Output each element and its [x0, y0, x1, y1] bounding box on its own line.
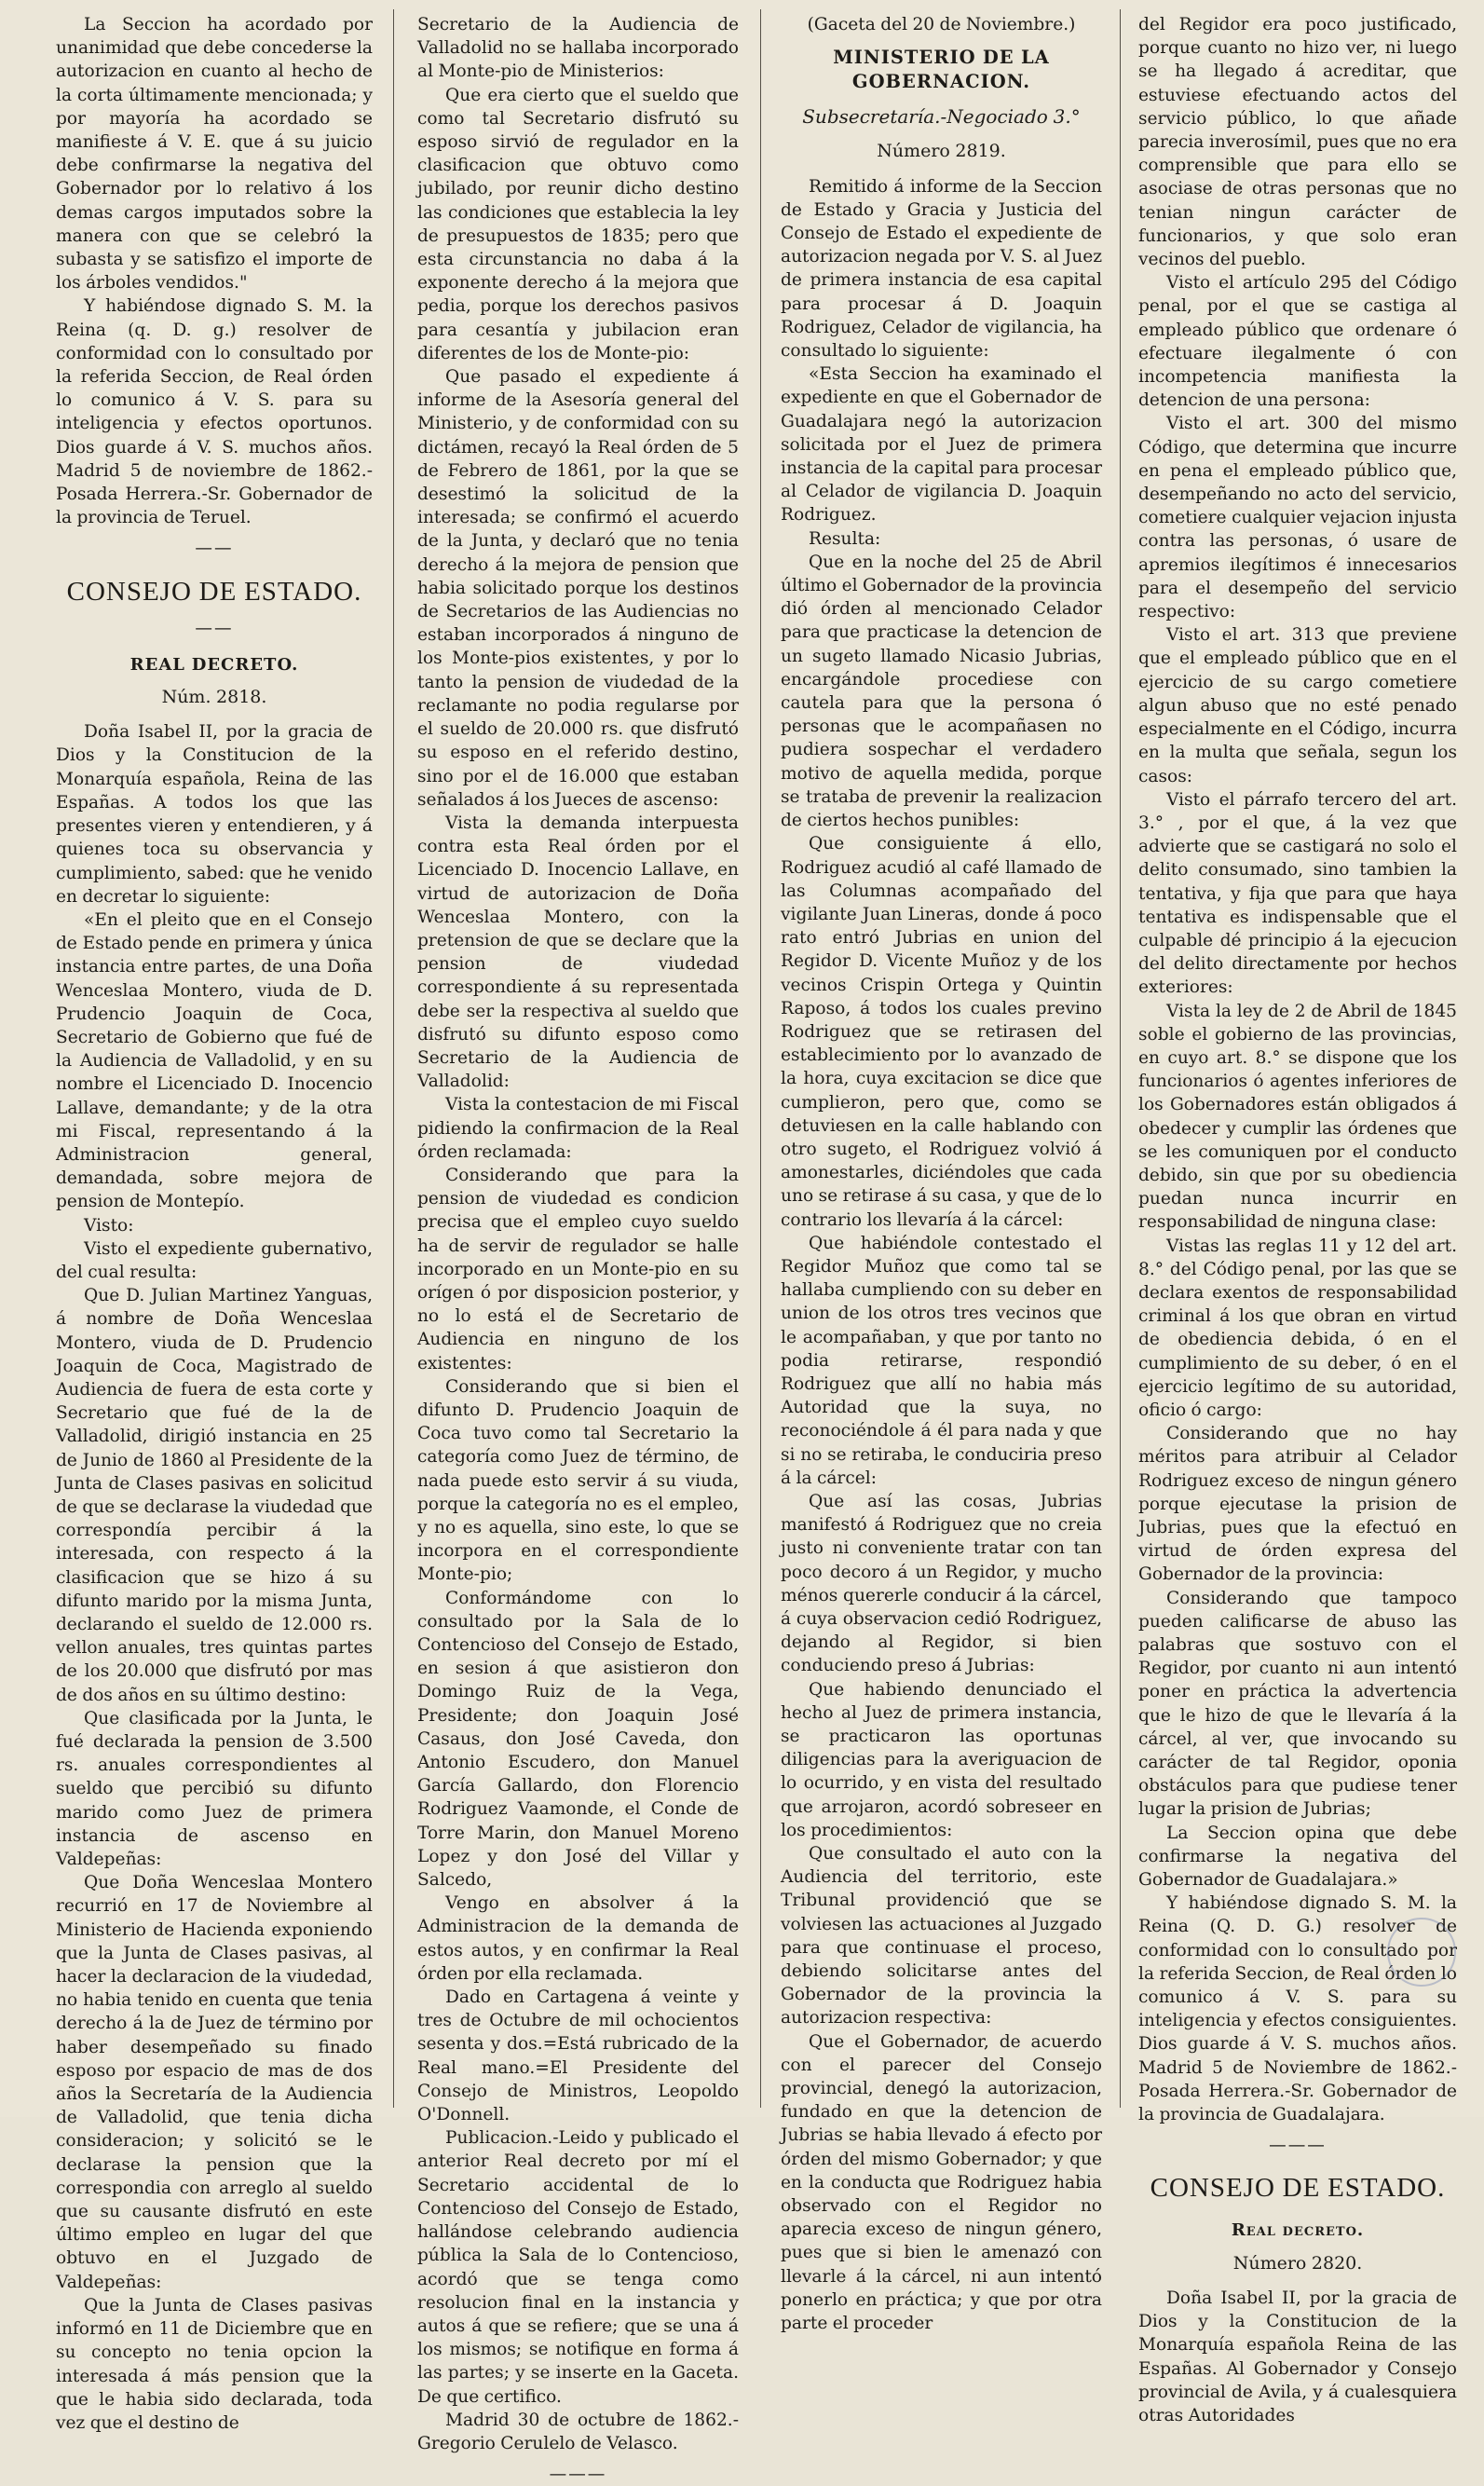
paragraph: Que consiguiente á ello, Rodriguez acudió al café llamado de las Columnas acompañado del vigilante Juan Lineras, donde á poco rato entró Jubrias en union del Regidor D. Vicente Muñoz y de los vecinos Crispin Ortega y Quintin Raposo, á todos los cuales previno Rodriguez que se retirasen del establecimiento por lo avanzado de la hora, cuya excitacion se dice que cumplieron, pero que, como se detuviesen en la calle hablando con otro sugeto, el Rodriguez volvió á amonestarles, diciéndoles que cada uno se retirase á su casa, y que de lo contrario los llevaría á la cárcel: — [781, 834, 1102, 1230]
paragraph: Que pasado el expediente á informe de la Asesoría general del Ministerio, y de conformidad con su dictámen, recayó la Real órden de 5 de Febrero de 1861, por la que se desestimó la solicitud de la interesada; se confirmó el acuerdo de la Junta, y declaró que no tenia derecho á la mejora de pension que habia solicitado porque los destinos de Secretarios de las Audiencias no estaban incorporados á ninguno de los Monte-pios existentes, y por lo tanto la pension de viudedad de la reclamante no podia regularse por el sueldo de 20.000 rs. que disfrutó su esposo en el referido destino, sino por el de 16.000 que estaban señalados á los Jueces de ascenso: — [417, 367, 739, 810]
paragraph: Resulta: — [809, 528, 881, 549]
paragraph: Que el Gobernador, de acuerdo con el parecer del Consejo provincial, denegó la autorizacion, fundado en que la detencion de Jubrias se habia llevado á efecto por órden del mismo Gobernador; y que en la conducta que Rodriguez habia observado con el Regidor no aparecia exceso de ningun género, pues que si bien le amenazó con llevarle á la cárcel, ni aun intentó ponerlo en práctica; y que por otra parte el proceder — [781, 2031, 1102, 2334]
paragraph: Que Doña Wenceslaa Montero recurrió en 17 de Noviembre al Ministerio de Hacienda exponiendo que la Junta de Clases pasivas, al hacer la declaracion de la viudedad, no habia tenido en cuenta que tenia derecho á la de Juez de término por haber desempeñado su finado esposo por espacio de mas de dos años la Secretaría de la Audiencia de Valladolid, que tenia dicha consideracion; y solicitó se le declarase la pension que la correspondia con arreglo al sueldo que su causante disfrutó en este último empleo en lugar del que obtuvo en el Juzgado de Valdepeñas: — [56, 1873, 373, 2292]
column-rule — [393, 9, 394, 2108]
section-title: CONSEJO DE ESTADO. — [66, 576, 362, 607]
library-stamp — [1387, 1918, 1456, 1987]
gazette-date: (Gaceta del 20 de Noviembre.) — [807, 15, 1076, 34]
column-4 — [1138, 13, 1457, 2425]
column-rule — [1120, 9, 1121, 2108]
paragraph: Vista la ley de 2 de Abril de 1845 soble el gobierno de las provincias, en cuyo art. 8.° se dispone que los funcionarios ó agentes inferiores de los Gobernadores están obligados á obedecer y cumplir las órdenes que se les comuniquen por el conducto debido, sin que por su obediencia puedan nunca incurrir en responsabilidad de ninguna clase: — [1138, 1001, 1457, 1233]
paragraph: Considerando que para la pension de viudedad es condicion precisa que el empleo cuyo sueldo ha de servir de regulador se halle incorporado en un Monte-pio en su orígen ó por disposicion posterior, y no lo está el de Secretario de Audiencia en ninguno de los existentes: — [417, 1165, 739, 1373]
paragraph: Que la Junta de Clases pasivas informó en 11 de Diciembre que en su concepto no tenia opcion la interesada á más pension que la que le habia sido declarada, toda vez que el destino de — [56, 2295, 373, 2433]
paragraph: Y habiéndose dignado S. M. la Reina (q. D. g.) resolver de conformidad con lo consultado por la referida Seccion, de Real órden lo comunico á V. S. para su inteligencia y efectos oportunos. Dios guarde á V. S. muchos años. Madrid 5 de noviembre de 1862.-Posada Herrera.-Sr. Gobernador de la provincia de Teruel. — [56, 296, 373, 528]
paragraph: Doña Isabel II, por la gracia de Dios y la Constitucion de la Monarquía española, Reina de las Españas. A todos los que las presentes vieren y entendieren, y á quienes toca su observancia y cumplimiento, sabed: que he venido en decretar lo siguiente: — [56, 722, 373, 907]
order-number: Número 2819. — [877, 141, 1006, 162]
paragraph: Visto el art. 313 que previene que el empleado público que en el ejercicio de su cargo cometiere algun abuso que no esté penado especialmente en el Código, incurra en la multa que señala, segun los casos: — [1138, 625, 1457, 786]
paragraph: Visto el artículo 295 del Código penal, por el que se castiga al empleado público que ordenare ó efectuare ilegalmente ó con incompetencia manifiesta la detencion de una persona: — [1138, 273, 1457, 411]
paragraph: Considerando que tampoco pueden calificarse de abuso las palabras que sostuvo con el Regidor, por cuanto ni aun intentó poner en práctica la advertencia que le hizo de que le llevaría á la cárcel, al ver, que invocando su carácter de tal Regidor, oponia obstáculos para que pudiese tener lugar la prision de Jubrias; — [1138, 1588, 1457, 1820]
paragraph: Considerando que si bien el difunto D. Prudencio Joaquin de Coca tuvo como tal Secretario la categoría como Juez de término, de nada puede esto servir á su viuda, porque la categoría no es el empleo, y no es aquella, sino este, lo que se incorpora en el correspondiente Monte-pio; — [417, 1376, 739, 1585]
decree-heading: Real decreto. — [1231, 2220, 1365, 2241]
paragraph: Que clasificada por la Junta, le fué declarada la pension de 3.500 rs. anuales correspondientes al sueldo que percibió su difunto marido como Juez de primera instancia de ascenso en Valdepeñas: — [56, 1708, 373, 1870]
ministry-title: MINISTERIO DE LA GOBERNACION. — [833, 47, 1050, 93]
signature-line: Madrid 30 de octubre de 1862.-Gregorio Cerulelo de Velasco. — [417, 2410, 739, 2453]
paragraph: Doña Isabel II, por la gracia de Dios y la Constitucion de la Monarquía española Reina de las Españas. Al Gobernador y Consejo provincial de Avila, y á cualesquiera otras Autoridades — [1138, 2288, 1457, 2425]
paragraph: Que habiendo denunciado el hecho al Juez de primera instancia, se practicaron las oportunas diligencias para la averiguacion de lo ocurrido, y en vista del resultado que arrojaron, acordó sobreseer en los procedimientos: — [781, 1679, 1102, 1840]
paragraph: Considerando que no hay méritos para atribuir al Celador Rodriguez exceso de ningun género porque ejecutase la prision de Jubrias, pues que la efectuó en virtud de órden expresa del Gobernador de la provincia: — [1138, 1424, 1457, 1585]
paragraph: Que habiéndole contestado el Regidor Muñoz que como tal se hallaba cumpliendo con su deber en union de los otros tres vecinos que le acompañaban, y que por tanto no podia retirarse, respondió Rodriguez que allí no habia más Autoridad que la suya, no reconociéndole á él para nada y que si no se retiraba, le conduciria preso á la cárcel: — [781, 1233, 1102, 1488]
paragraph: Visto: — [84, 1215, 134, 1236]
column-2 — [417, 13, 739, 2485]
paragraph: Vista la demanda interpuesta contra esta Real órden por el Licenciado D. Inocencio Lallave, en virtud de autorizacion de Doña Wenceslaa Montero, con la pretension de que se declare que la pension de viudedad correspondiente á su representada debe ser la respectiva al sueldo que disfrutó su difunto esposo como Secretario de la Audiencia de Valladolid: — [417, 813, 739, 1092]
column-rule — [760, 9, 761, 2108]
paragraph: Que así las cosas, Jubrias manifestó á Rodriguez que no creia justo ni conveniente tratar con tan poco decoro á un Regidor, y mucho ménos quererle conducir á la cárcel, á cuya observacion cedió Rodriguez, dejando al Regidor, si bien conduciendo preso á Jubrias: — [781, 1491, 1102, 1676]
paragraph: Visto el art. 300 del mismo Código, que determina que incurre en pena el empleado público que, desempeñando no acto del servicio, cometiere cualquier vejacion injusta contra las personas, ó usare de apremios ilegítimos é innecesarios para el desempeño del servicio respectivo: — [1138, 414, 1457, 622]
paragraph: Vengo en absolver á la Administracion de la demanda de estos autos, y en confirmar la Real órden por ella reclamada. — [417, 1893, 739, 1984]
separator: ——— — [549, 2465, 607, 2485]
separator: ——— — [1269, 2136, 1327, 2156]
paragraph: Que D. Julian Martinez Yanguas, á nombre de Doña Wenceslaa Montero, viuda de D. Prudencio Joaquin de Coca, Magistrado de Audiencia de fuera de esta corte y Secretario que fué de la de Valladolid, dirigió instancia en 25 de Junio de 1860 al Presidente de la Junta de Clases pasivas en solicitud de que se declarase la viudedad que correspondía percibir á la interesada, con respecto á la clasificacion que se hizo á su difunto marido por la misma Junta, declarando el sueldo de 12.000 rs. vellon anuales, tres quintas partes de los 20.000 que disfrutó por mas de dos años en su último destino: — [56, 1286, 373, 1705]
paragraph: La Seccion ha acordado por unanimidad que debe concederse la autorizacion en cuanto al hecho de la corta últimamente mencionada; y por mayoría ha acordado se manifieste á V. E. que á su juicio debe confirmarse la negativa del Gobernador por lo relativo á los demas cargos imputados sobre la manera con que se celebró la subasta y se satisfizo el importe de los árboles vendidos." — [56, 15, 373, 294]
paragraph: Vistas las reglas 11 y 12 del art. 8.° del Código penal, por las que se declara exentos de responsabilidad criminal á los que obran en virtud de obediencia debida, ó en el cumplimiento de su deber, ó en el ejercicio legítimo de su autoridad, oficio ó cargo: — [1138, 1236, 1457, 1420]
decree-number: Número 2820. — [1232, 2252, 1363, 2274]
paragraph: Visto el expediente gubernativo, del cual resulta: — [56, 1238, 373, 1282]
section-title: CONSEJO DE ESTADO. — [1150, 2173, 1446, 2204]
paragraph: Dado en Cartagena á veinte y tres de Octubre de mil ochocientos sesenta y dos.=Está rubricado de la Real mano.=El Presidente del Consejo de Ministros, Leopoldo O'Donnell. — [417, 1987, 739, 2125]
paragraph: Y habiéndose dignado S. M. la Reina (Q. D. G.) resolver de conformidad con lo consultado por la referida Seccion, de Real órden lo comunico á V. S. para su inteligencia y efectos consiguientes. Dios guarde á V. S. muchos años. Madrid 5 de Noviembre de 1862.-Posada Herrera.-Sr. Gobernador de la provincia de Guadalajara. — [1138, 1893, 1457, 2125]
paragraph: Que en la noche del 25 de Abril último el Gobernador de la provincia dió órden al mencionado Celador para que practicase la detencion de un sugeto llamado Nicasio Jubrias, encargándole procediese con cautela para que la persona ó personas que le acompañasen no pudiera sospechar el verdadero motivo de aquella medida, porque se trataba de prevenir la realizacion de ciertos hechos punibles: — [781, 552, 1102, 831]
column-1 — [56, 13, 373, 2433]
department-subtitle: Subsecretaría.-Negociado 3.° — [802, 105, 1081, 129]
paragraph: Secretario de la Audiencia de Valladolid no se hallaba incorporado al Monte-pio de Ministerios: — [417, 15, 739, 82]
separator: —— — [195, 618, 234, 638]
paragraph: La Seccion opina que debe confirmarse la negativa del Gobernador de Guadalajara.» — [1138, 1823, 1457, 1891]
paragraph: Remitido á informe de la Seccion de Estado y Gracia y Justicia del Consejo de Estado el expediente de autorizacion negada por V. S. al Juez de primera instancia de esa capital para procesar á D. Joaquin Rodriguez, Celador de vigilancia, ha consultado lo siguiente: — [781, 176, 1102, 362]
paragraph: «En el pleito que en el Consejo de Estado pende en primera y única instancia entre partes, de una Doña Wenceslaa Montero, viuda de D. Prudencio Joaquin de Coca, Secretario de Gobierno que fué de la Audiencia de Valladolid, y en su nombre el Licenciado D. Inocencio Lallave, demandante; y de la otra mi Fiscal, representando á la Administracion general, demandada, sobre mejora de pension de Montepío. — [56, 909, 373, 1212]
paragraph: Que consultado el auto con la Audiencia del territorio, este Tribunal providenció que se volviesen las actuaciones al Juzgado para que continuase el proceso, debiendo solicitarse antes del Gobernador de la provincia la autorizacion respectiva: — [781, 1844, 1102, 2028]
paragraph: Conformándome con lo consultado por la Sala de lo Contencioso del Consejo de Estado, en sesion á que asistieron don Domingo Ruiz de la Vega, Presidente; don Joaquin José Casaus, don José Caveda, don Antonio Escudero, don Manuel García Gallardo, don Florencio Rodriguez Vaamonde, el Conde de Torre Marin, don Manuel Moreno Lopez y don José del Villar y Salcedo, — [417, 1588, 739, 1891]
paragraph: del Regidor era poco justificado, porque cuanto no hizo ver, ni luego se ha llegado á acreditar, que estuviese efectuando actos del servicio público, lo que añade parecia inverosímil, pues que no era comprensible que para ello se asociase de otras personas que no tenian ningun carácter de funcionarios, y que solo eran vecinos del pueblo. — [1138, 15, 1457, 270]
decree-heading: REAL DECRETO. — [129, 654, 299, 675]
paragraph: Vista la contestacion de mi Fiscal pidiendo la confirmacion de la Real órden reclamada: — [417, 1095, 739, 1162]
column-3 — [781, 13, 1102, 2334]
decree-number: Núm. 2818. — [161, 687, 267, 708]
paragraph: Publicacion.-Leido y publicado el anterior Real decreto por mí el Secretario accidental de lo Contencioso del Consejo de Estado, hallándose celebrando audiencia pública la Sala de lo Contencioso, acordó que se tenga como resolucion final en la instancia y autos á que se refiere; que se una á los mismos; se notifique en forma á las partes; y se inserte en la Gaceta. De que certifico. — [417, 2128, 739, 2407]
paragraph: Que era cierto que el sueldo que como tal Secretario disfrutó su esposo sirvió de regulador en la clasificacion que obtuvo como jubilado, por reunir dicho destino las condiciones que establecia la ley de presupuestos de 1835; pero que esta circunstancia no daba á la exponente derecho á la mejora que pedia, porque los derechos pasivos para cesantía y jubilacion eran diferentes de los de Monte-pio: — [417, 85, 739, 363]
paragraph: Visto el párrafo tercero del art. 3.° , por el que, á la vez que advierte que se castigará no solo el delito consumado, sino tambien la tentativa, y fija que para que haya tentativa es indispensable que el culpable dé principio á la ejecucion del delito directamente por hechos exteriores: — [1138, 789, 1457, 998]
paragraph: «Esta Seccion ha examinado el expediente en que el Gobernador de Guadalajara negó la autorizacion solicitada por el Juez de primera instancia de la capital para procesar al Celador de vigilancia D. Joaquin Rodriguez. — [781, 364, 1102, 526]
separator: —— — [195, 539, 234, 559]
